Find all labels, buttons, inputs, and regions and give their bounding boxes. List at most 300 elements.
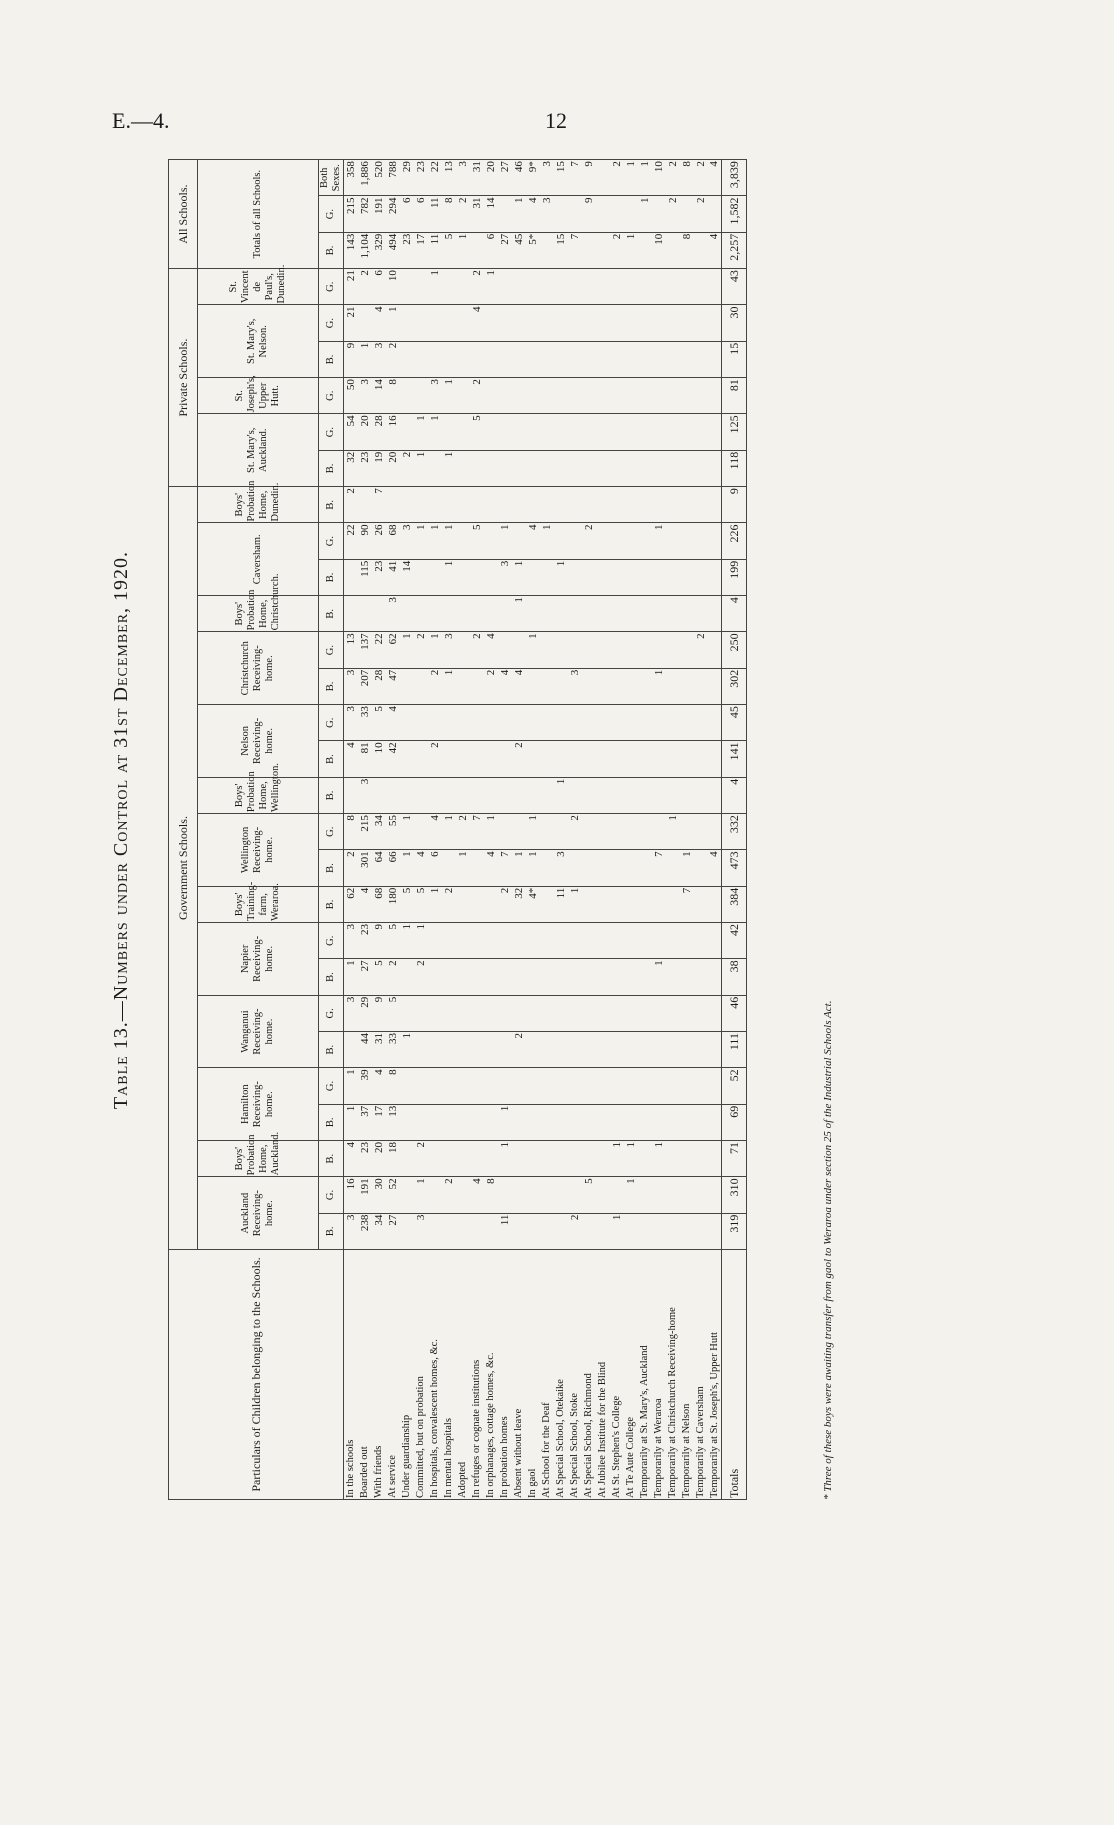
table-cell: 1: [358, 341, 372, 377]
table-cell: [456, 596, 470, 632]
table-cell: [526, 341, 540, 377]
row-label: In orphanages, cottage homes, &c.: [484, 1250, 498, 1500]
table-cell: [512, 414, 526, 450]
table-cell: [526, 1104, 540, 1140]
row-label: At Te Aute College: [624, 1250, 638, 1500]
table-cell: [400, 777, 414, 813]
table-row: [610, 160, 624, 1500]
school-name-header: Boys' Probation Home, Dunedin.: [198, 487, 319, 523]
table-cell: [582, 850, 596, 886]
table-cell: [666, 1177, 680, 1213]
table-cell: 1: [498, 523, 512, 559]
table-cell: [526, 1177, 540, 1213]
table-cell: [512, 777, 526, 813]
table-cell: [442, 341, 456, 377]
table-cell: [484, 741, 498, 777]
table-cell: 11: [498, 1213, 512, 1249]
table-cell: 1: [554, 777, 568, 813]
table-cell: 1: [414, 923, 428, 959]
total-cell: 125: [722, 414, 747, 450]
table-cell: [442, 487, 456, 523]
table-cell: [386, 777, 400, 813]
table-cell: [400, 596, 414, 632]
table-cell: [638, 705, 652, 741]
table-cell: [652, 559, 666, 595]
table-cell: 2: [470, 378, 484, 414]
table-cell: [652, 378, 666, 414]
table-cell: 68: [372, 886, 386, 922]
table-cell: [624, 378, 638, 414]
total-cell: 42: [722, 923, 747, 959]
table-cell: [652, 414, 666, 450]
table-cell: 29: [400, 160, 414, 196]
table-cell: 358: [344, 160, 358, 196]
table-cell: 5: [582, 1177, 596, 1213]
school-name-header: Boys' Probation Home, Wellington.: [198, 777, 319, 813]
table-cell: [680, 741, 694, 777]
table-cell: [582, 777, 596, 813]
table-cell: 4: [372, 305, 386, 341]
table-cell: [652, 1068, 666, 1104]
table-cell: [610, 850, 624, 886]
table-cell: [456, 1177, 470, 1213]
table-cell: 1: [554, 559, 568, 595]
table-cell: [512, 1177, 526, 1213]
table-cell: [512, 923, 526, 959]
table-cell: [694, 1068, 708, 1104]
school-name-header: St. Mary's, Auckland.: [198, 414, 319, 487]
table-cell: [428, 341, 442, 377]
table-cell: [638, 959, 652, 995]
table-cell: [596, 850, 610, 886]
sex-column-header: B.: [319, 1141, 344, 1177]
table-cell: 7: [652, 850, 666, 886]
table-cell: 3: [414, 1213, 428, 1249]
row-label: At Special School, Richmond: [582, 1250, 596, 1500]
table-cell: [400, 1068, 414, 1104]
table-cell: [638, 232, 652, 268]
row-label: In mental hospitals: [442, 1250, 456, 1500]
table-cell: [526, 305, 540, 341]
table-cell: 2: [344, 850, 358, 886]
table-cell: [666, 378, 680, 414]
table-cell: [694, 1032, 708, 1068]
table-cell: [624, 923, 638, 959]
table-cell: [624, 995, 638, 1031]
table-cell: [470, 559, 484, 595]
total-cell: 52: [722, 1068, 747, 1104]
table-cell: 1: [344, 1104, 358, 1140]
table-cell: [554, 523, 568, 559]
school-name-header: Christchurch Receiving-home.: [198, 632, 319, 705]
table-cell: [596, 487, 610, 523]
sex-column-header: B.: [319, 850, 344, 886]
table-cell: 55: [386, 814, 400, 850]
table-cell: [400, 1213, 414, 1249]
table-cell: [666, 414, 680, 450]
table-cell: [456, 741, 470, 777]
table-cell: [680, 341, 694, 377]
table-cell: [680, 1068, 694, 1104]
total-cell: 118: [722, 450, 747, 486]
table-cell: 5: [414, 886, 428, 922]
table-cell: 7: [372, 487, 386, 523]
table-cell: [484, 995, 498, 1031]
table-row: [652, 160, 666, 1500]
table-cell: [498, 341, 512, 377]
table-cell: 44: [358, 1032, 372, 1068]
table-cell: 2: [442, 1177, 456, 1213]
table-cell: [610, 814, 624, 850]
table-cell: [638, 850, 652, 886]
table-cell: [694, 596, 708, 632]
table-cell: [708, 378, 722, 414]
total-cell: 473: [722, 850, 747, 886]
school-name-header: Totals of all Schools.: [198, 160, 319, 269]
all-schools-header: All Schools.: [169, 160, 198, 269]
table-cell: 5: [372, 705, 386, 741]
table-cell: 31: [372, 1032, 386, 1068]
table-cell: [610, 196, 624, 232]
table-cell: 16: [344, 1177, 358, 1213]
table-cell: [652, 886, 666, 922]
table-cell: 1: [540, 523, 554, 559]
table-cell: 20: [372, 1141, 386, 1177]
table-cell: 27: [386, 1213, 400, 1249]
table-cell: [470, 959, 484, 995]
table-cell: [568, 196, 582, 232]
table-cell: [568, 596, 582, 632]
table-cell: 494: [386, 232, 400, 268]
table-cell: [414, 1032, 428, 1068]
table-cell: [512, 523, 526, 559]
table-cell: [442, 414, 456, 450]
table-cell: [666, 1213, 680, 1249]
table-cell: [568, 777, 582, 813]
table-cell: [652, 1104, 666, 1140]
table-cell: [470, 487, 484, 523]
table-cell: [540, 886, 554, 922]
table-row: [708, 160, 722, 1500]
table-cell: [610, 886, 624, 922]
table-cell: [540, 487, 554, 523]
table-cell: 1: [400, 1032, 414, 1068]
table-cell: [484, 1213, 498, 1249]
table-cell: 2: [512, 741, 526, 777]
sex-column-header: G.: [319, 1177, 344, 1213]
table-cell: 4: [526, 196, 540, 232]
table-cell: [470, 232, 484, 268]
table-cell: [428, 1141, 442, 1177]
table-cell: 30: [372, 1177, 386, 1213]
table-cell: [680, 959, 694, 995]
table-cell: [540, 777, 554, 813]
table-cell: [554, 1032, 568, 1068]
row-label: Temporarily at Christchurch Receiving-home: [666, 1250, 680, 1500]
table-cell: [708, 1032, 722, 1068]
table-cell: 9: [582, 160, 596, 196]
table-cell: [442, 959, 456, 995]
table-row: [680, 160, 694, 1500]
table-cell: [428, 959, 442, 995]
table-cell: [568, 1068, 582, 1104]
table-cell: [596, 559, 610, 595]
numbers-table: [168, 159, 747, 1500]
table-cell: [498, 305, 512, 341]
sex-column-header: G.: [319, 923, 344, 959]
table-cell: [582, 923, 596, 959]
table-row: [442, 160, 456, 1500]
table-cell: [694, 378, 708, 414]
table-cell: 1: [666, 814, 680, 850]
government-schools-header: Government Schools.: [169, 487, 198, 1250]
table-cell: [652, 450, 666, 486]
table-cell: 3: [498, 559, 512, 595]
table-cell: [344, 596, 358, 632]
table-cell: [400, 959, 414, 995]
table-cell: 22: [372, 632, 386, 668]
table-row: [512, 160, 526, 1500]
table-cell: 3: [386, 596, 400, 632]
table-cell: [456, 487, 470, 523]
table-cell: [540, 814, 554, 850]
table-cell: [638, 668, 652, 704]
table-cell: [512, 305, 526, 341]
table-cell: [568, 523, 582, 559]
table-cell: 3: [372, 341, 386, 377]
row-label: Absent without leave: [512, 1250, 526, 1500]
table-cell: 19: [372, 450, 386, 486]
table-row: [582, 160, 596, 1500]
sex-column-header: G.: [319, 632, 344, 668]
table-cell: [610, 741, 624, 777]
table-cell: [386, 487, 400, 523]
table-cell: [624, 341, 638, 377]
table-cell: 2: [568, 1213, 582, 1249]
table-cell: 13: [442, 160, 456, 196]
table-cell: [428, 596, 442, 632]
sex-column-header: B.: [319, 668, 344, 704]
row-label: Temporarily at St. Mary's, Auckland: [638, 1250, 652, 1500]
table-cell: 2: [666, 196, 680, 232]
table-cell: [596, 378, 610, 414]
table-cell: [694, 777, 708, 813]
table-cell: [470, 995, 484, 1031]
table-cell: [568, 559, 582, 595]
table-cell: [470, 668, 484, 704]
table-cell: 3: [344, 668, 358, 704]
table-cell: [666, 777, 680, 813]
table-cell: [428, 1068, 442, 1104]
table-cell: [498, 632, 512, 668]
table-row: [638, 160, 652, 1500]
table-cell: [694, 269, 708, 305]
table-cell: [400, 1104, 414, 1140]
table-cell: 7: [470, 814, 484, 850]
table-cell: 31: [470, 196, 484, 232]
table-cell: [596, 1213, 610, 1249]
table-cell: 52: [386, 1177, 400, 1213]
table-cell: 2: [428, 668, 442, 704]
table-cell: [512, 814, 526, 850]
table-cell: 42: [386, 741, 400, 777]
table-cell: 4: [428, 814, 442, 850]
table-cell: 1: [512, 559, 526, 595]
table-cell: 1: [442, 668, 456, 704]
table-cell: [694, 1177, 708, 1213]
table-cell: 9: [372, 995, 386, 1031]
table-cell: [470, 1104, 484, 1140]
sex-column-header: B.: [319, 232, 344, 268]
table-cell: [484, 1141, 498, 1177]
table-cell: [610, 1177, 624, 1213]
table-cell: [582, 1068, 596, 1104]
school-name-header: Boys' Probation Home, Auckland.: [198, 1141, 319, 1177]
table-cell: 13: [344, 632, 358, 668]
table-cell: [596, 923, 610, 959]
table-cell: [414, 1068, 428, 1104]
table-cell: [470, 886, 484, 922]
table-cell: [680, 596, 694, 632]
sex-column-header: G.: [319, 305, 344, 341]
total-cell: 1,582: [722, 196, 747, 232]
table-cell: [358, 596, 372, 632]
table-cell: 26: [372, 523, 386, 559]
table-cell: [498, 923, 512, 959]
table-cell: [428, 559, 442, 595]
table-cell: [526, 1032, 540, 1068]
table-cell: [694, 850, 708, 886]
table-cell: [582, 341, 596, 377]
table-cell: [680, 487, 694, 523]
table-cell: [484, 523, 498, 559]
table-cell: [484, 341, 498, 377]
table-cell: [708, 668, 722, 704]
table-cell: [666, 959, 680, 995]
row-label: Boarded out: [358, 1250, 372, 1500]
sex-column-header: B.: [319, 559, 344, 595]
table-cell: [708, 414, 722, 450]
table-cell: [610, 523, 624, 559]
table-cell: [540, 269, 554, 305]
table-cell: [498, 450, 512, 486]
table-cell: 17: [414, 232, 428, 268]
total-cell: 81: [722, 378, 747, 414]
table-cell: [582, 1104, 596, 1140]
table-cell: [526, 1213, 540, 1249]
table-cell: 11: [554, 886, 568, 922]
row-label: Temporarily at Weraroa: [652, 1250, 666, 1500]
table-cell: [652, 705, 666, 741]
table-cell: [484, 559, 498, 595]
table-cell: [428, 1104, 442, 1140]
table-cell: [652, 741, 666, 777]
table-cell: [442, 596, 456, 632]
total-cell: 199: [722, 559, 747, 595]
table-cell: 4*: [526, 886, 540, 922]
table-cell: [540, 959, 554, 995]
table-row: [428, 160, 442, 1500]
table-cell: 34: [372, 814, 386, 850]
table-cell: 2: [498, 886, 512, 922]
table-cell: [470, 596, 484, 632]
table-cell: 4: [344, 741, 358, 777]
table-cell: [484, 705, 498, 741]
table-cell: [708, 450, 722, 486]
table-cell: [526, 559, 540, 595]
total-cell: 69: [722, 1104, 747, 1140]
table-cell: [554, 341, 568, 377]
table-cell: [638, 886, 652, 922]
table-cell: [694, 995, 708, 1031]
table-cell: [568, 378, 582, 414]
table-cell: [680, 814, 694, 850]
table-cell: [638, 923, 652, 959]
table-cell: [610, 341, 624, 377]
table-cell: 2: [610, 232, 624, 268]
table-cell: 3: [456, 160, 470, 196]
table-cell: [456, 269, 470, 305]
table-cell: 3: [358, 378, 372, 414]
table-cell: [428, 705, 442, 741]
table-cell: [708, 1104, 722, 1140]
row-label: At Special School, Otekaike: [554, 1250, 568, 1500]
table-cell: [666, 995, 680, 1031]
total-cell: 4: [722, 596, 747, 632]
table-cell: [568, 1104, 582, 1140]
table-cell: [414, 1104, 428, 1140]
table-cell: [624, 741, 638, 777]
table-cell: [484, 378, 498, 414]
table-cell: [442, 1141, 456, 1177]
table-cell: [554, 196, 568, 232]
table-cell: 2: [694, 196, 708, 232]
table-cell: [610, 596, 624, 632]
table-cell: 6: [428, 850, 442, 886]
table-cell: [512, 450, 526, 486]
sex-column-header: B.: [319, 777, 344, 813]
rotated-table-region: [110, 160, 850, 1500]
table-cell: 4: [526, 523, 540, 559]
row-label: In gaol: [526, 1250, 540, 1500]
table-cell: [596, 959, 610, 995]
table-cell: 1: [624, 232, 638, 268]
table-cell: [596, 1104, 610, 1140]
table-cell: [652, 632, 666, 668]
table-cell: 23: [358, 923, 372, 959]
table-cell: [680, 414, 694, 450]
table-cell: [470, 923, 484, 959]
table-cell: [666, 886, 680, 922]
total-cell: 226: [722, 523, 747, 559]
table-cell: [582, 886, 596, 922]
table-cell: 6: [400, 196, 414, 232]
table-cell: [596, 741, 610, 777]
table-cell: [568, 305, 582, 341]
table-cell: 15: [554, 160, 568, 196]
table-cell: [694, 450, 708, 486]
table-cell: 5: [386, 995, 400, 1031]
table-cell: 1: [442, 559, 456, 595]
page-header-left: E.—4.: [112, 108, 170, 133]
table-cell: [568, 1032, 582, 1068]
table-cell: 1: [624, 1141, 638, 1177]
table-cell: 782: [358, 196, 372, 232]
table-cell: 3: [400, 523, 414, 559]
table-cell: [554, 305, 568, 341]
table-cell: [666, 923, 680, 959]
row-label: At Jubilee Institute for the Blind: [596, 1250, 610, 1500]
